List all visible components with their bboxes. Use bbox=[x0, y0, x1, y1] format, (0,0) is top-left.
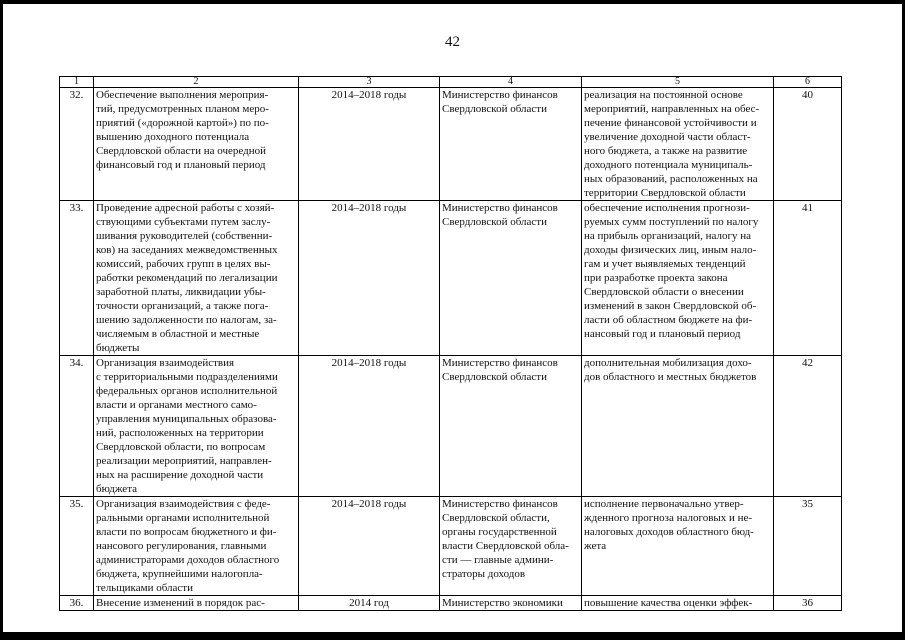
result-cell: повышение качества оценки эффек- bbox=[582, 596, 774, 611]
column-header: 5 bbox=[582, 77, 774, 88]
scan-edge-bottom bbox=[0, 632, 905, 640]
row-number: 34. bbox=[60, 356, 94, 497]
table-row bbox=[60, 201, 842, 356]
measure-cell: Организация взаимодействия с феде- ральными органами исполнительной власти по вопросам бюджетного и фи- нансового регулирования, главными администраторами доходов областного бюджета, крупнейшими налогопла- тельщиками области bbox=[94, 497, 299, 596]
period-cell: 2014–2018 годы bbox=[299, 356, 440, 497]
indicator-ref-cell: 35 bbox=[774, 497, 842, 596]
table-row bbox=[60, 596, 842, 611]
indicator-ref-cell: 42 bbox=[774, 356, 842, 497]
executor-cell: Министерство финансов Свердловской области bbox=[440, 88, 582, 201]
scan-edge-left bbox=[0, 0, 3, 640]
row-number: 35. bbox=[60, 497, 94, 596]
measure-cell: Проведение адресной работы с хозяй- ствующими субъектами путем заслу- шивания руководителей (собственни- ков) на заседаниях межведомственных комиссий, рабочих групп в целях вы- работки рекомендаций по легализации заработной платы, ликвидации убы- точности организаций, а также пога- шению задолженности по налогам, за- числяемым в областной и местные бюджеты bbox=[94, 201, 299, 356]
column-header: 6 bbox=[774, 77, 842, 88]
measures-table bbox=[59, 76, 842, 611]
indicator-ref-cell: 40 bbox=[774, 88, 842, 201]
result-cell: реализация на постоянной основе мероприятий, направленных на обес- печение финансовой устойчивости и увеличение доходной части област- ного бюджета, а также на развитие доходного потенциала муниципаль- ных образований, расположенных на территории Свердловской области bbox=[582, 88, 774, 201]
period-cell: 2014 год bbox=[299, 596, 440, 611]
page-number: 42 bbox=[445, 34, 460, 50]
column-header: 3 bbox=[299, 77, 440, 88]
period-cell: 2014–2018 годы bbox=[299, 201, 440, 356]
scan-edge-top bbox=[0, 0, 905, 4]
result-cell: обеспечение исполнения прогнози- руемых сумм поступлений по налогу на прибыль организаций, налогу на доходы физических лиц, иным нало- гам и учет выявляемых тенденций при разработке проекта закона Свердловской области о внесении изменений в закон Свердловской об- ласти об областном бюджете на фи- нансовый год и плановый период bbox=[582, 201, 774, 356]
measure-cell: Внесение изменений в порядок рас- bbox=[94, 596, 299, 611]
table-row bbox=[60, 88, 842, 201]
executor-cell: Министерство финансов Свердловской области bbox=[440, 201, 582, 356]
table-row bbox=[60, 497, 842, 596]
indicator-ref-cell: 41 bbox=[774, 201, 842, 356]
measure-cell: Обеспечение выполнения мероприя- тий, предусмотренных планом меро- приятий («дорожной картой») по по- вышению доходного потенциала Свердловской области на очередной финансовый год и плановый период bbox=[94, 88, 299, 201]
period-cell: 2014–2018 годы bbox=[299, 88, 440, 201]
executor-cell: Министерство экономики bbox=[440, 596, 582, 611]
executor-cell: Министерство финансов Свердловской области bbox=[440, 356, 582, 497]
column-header: 2 bbox=[94, 77, 299, 88]
result-cell: дополнительная мобилизация дохо- дов областного и местных бюджетов bbox=[582, 356, 774, 497]
measure-cell: Организация взаимодействия с территориальными подразделениями федеральных органов исполнительной власти и органами местного само- управления муниципальных образова- ний, расположенных на территории Свердловской области, по вопросам реализации мероприятий, направлен- ных на расширение доходной части бюджета bbox=[94, 356, 299, 497]
row-number: 33. bbox=[60, 201, 94, 356]
column-header: 1 bbox=[60, 77, 94, 88]
column-number-row bbox=[60, 77, 842, 88]
period-cell: 2014–2018 годы bbox=[299, 497, 440, 596]
row-number: 32. bbox=[60, 88, 94, 201]
indicator-ref-cell: 36 bbox=[774, 596, 842, 611]
table-row bbox=[60, 356, 842, 497]
column-header: 4 bbox=[440, 77, 582, 88]
result-cell: исполнение первоначально утвер- жденного прогноза налоговых и не- налоговых доходов областного бюд- жета bbox=[582, 497, 774, 596]
row-number: 36. bbox=[60, 596, 94, 611]
executor-cell: Министерство финансов Свердловской области, органы государственной власти Свердловской обла- сти — главные админи- страторы доходов bbox=[440, 497, 582, 596]
